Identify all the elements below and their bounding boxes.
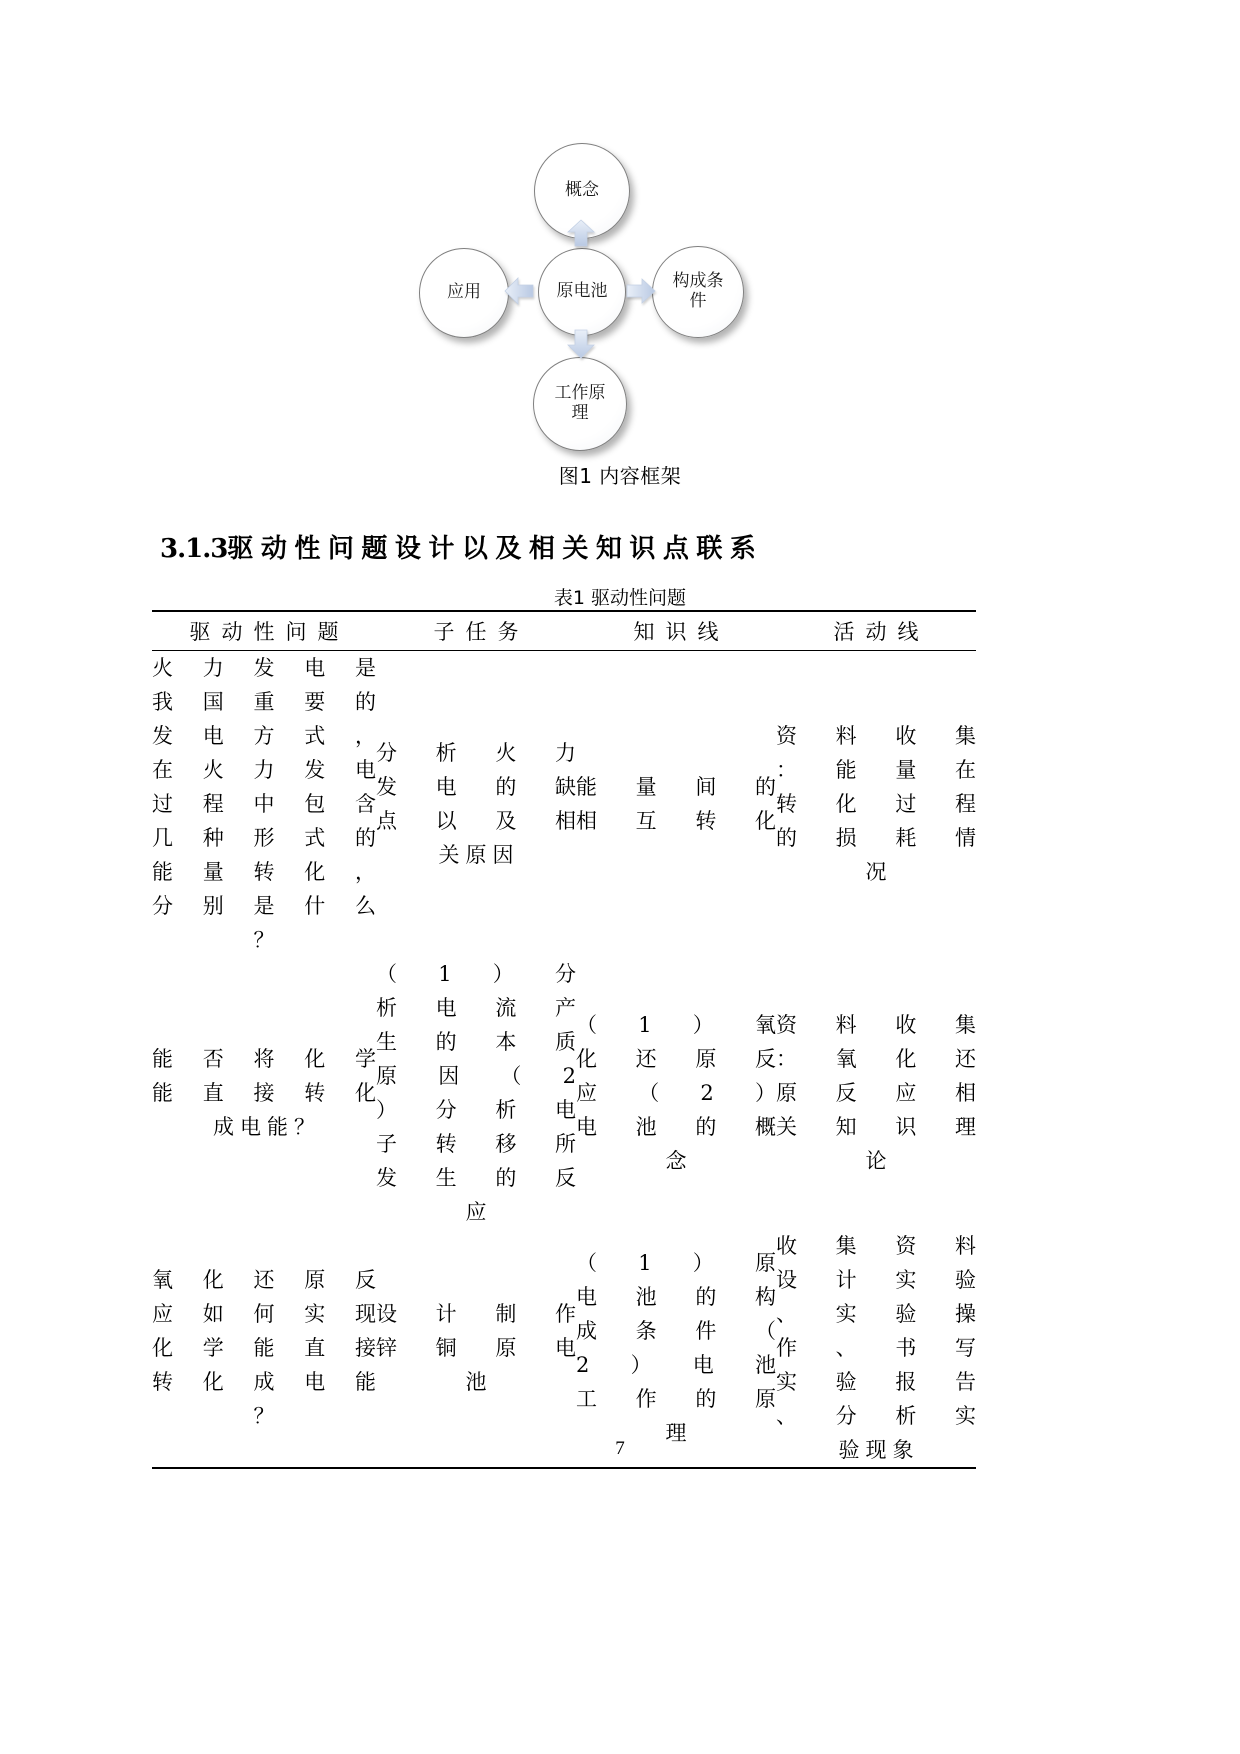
- diagram-node-application: [419, 248, 509, 338]
- table-header-subtask: 子任务: [433, 620, 530, 644]
- text-line: 的 损 耗 情: [776, 826, 976, 851]
- arrow-right-icon: [626, 278, 656, 304]
- cell-question: [152, 957, 376, 1229]
- text-line: 化 学 能 直 接: [152, 1336, 376, 1361]
- text-line: 相 互 转 化: [576, 809, 776, 834]
- text-line: 电 池 的 概: [576, 1115, 776, 1140]
- text-line: 能 否 将 化 学: [152, 1047, 376, 1072]
- text-line: 转 化 过 程: [776, 792, 976, 817]
- text-line: （ 1 ） 氧: [576, 1013, 776, 1038]
- text-line: 应: [465, 1200, 487, 1225]
- text-line: 原 因 （ 2: [376, 1064, 576, 1089]
- text-line: 发 电 方 式 ，: [152, 724, 376, 749]
- diagram-node-principle-label: 工作原理: [554, 383, 606, 423]
- text-line: 、 实 验 操: [776, 1302, 976, 1327]
- cell-knowledge: [576, 651, 776, 958]
- text-line: （ 1 ） 原: [576, 1251, 776, 1276]
- text-line: 能 量 间 的: [576, 775, 776, 800]
- section-heading: [160, 528, 1060, 565]
- text-line: 关 原 因: [438, 843, 514, 868]
- text-line: 资 料 收 集: [776, 1013, 976, 1038]
- diagram-node-center: [538, 248, 626, 336]
- text-line: 在 火 力 发 电: [152, 758, 376, 783]
- cell-activity: [776, 1229, 976, 1468]
- diagram-node-concept-label: 概念: [565, 180, 599, 201]
- text-line: 况: [865, 860, 887, 885]
- text-line: 资 料 收 集: [776, 724, 976, 749]
- text-line: 2 ） 电 池: [576, 1353, 776, 1378]
- concept-diagram: [400, 135, 820, 455]
- text-line: 发 生 的 反: [376, 1166, 576, 1191]
- text-line: 理: [665, 1421, 687, 1446]
- text-line: 分 别 是 什 么: [152, 894, 376, 919]
- cell-subtask: [376, 1229, 576, 1468]
- text-line: ） 分 析 电: [376, 1098, 576, 1123]
- text-line: 应 如 何 实 现: [152, 1302, 376, 1327]
- text-line: 锌 铜 原 电: [376, 1336, 576, 1361]
- text-line: 分 析 火 力: [376, 741, 576, 766]
- text-line: 析 电 流 产: [376, 996, 576, 1021]
- text-line: 原 反 应 相: [776, 1081, 976, 1106]
- figure-caption: 图1 内容框架: [558, 464, 682, 488]
- table-header-knowledge: 知识线: [633, 620, 730, 644]
- cell-question: [152, 651, 376, 958]
- text-line: ？: [253, 1404, 275, 1429]
- text-line: 关 知 识 理: [776, 1115, 976, 1140]
- text-line: ？: [253, 928, 275, 953]
- text-line: 生 的 本 质: [376, 1030, 576, 1055]
- arrow-down-icon: [567, 329, 595, 359]
- text-line: 成 条 件 （: [576, 1319, 776, 1344]
- cell-knowledge: [576, 1229, 776, 1468]
- text-line: 、 分 析 实: [776, 1404, 976, 1429]
- driving-question-table: [152, 610, 976, 1469]
- text-line: （ 1 ） 分: [376, 962, 576, 987]
- page-number: 7: [615, 1438, 625, 1459]
- diagram-node-principle: [533, 357, 627, 451]
- diagram-node-application-label: 应用: [447, 282, 481, 303]
- table-row: [152, 1229, 976, 1468]
- cell-knowledge: [576, 957, 776, 1229]
- text-line: 点 以 及 相: [376, 809, 576, 834]
- diagram-node-conditions: [652, 246, 744, 338]
- arrow-left-icon: [504, 277, 534, 305]
- table-row: [152, 957, 976, 1229]
- text-line: 作 、 书 写: [776, 1336, 976, 1361]
- text-line: 论: [865, 1149, 887, 1174]
- text-line: 子 转 移 所: [376, 1132, 576, 1157]
- table-header-question: 驱动性问题: [189, 620, 350, 644]
- text-line: 氧 化 还 原 反: [152, 1268, 376, 1293]
- text-line: 工 作 的 原: [576, 1387, 776, 1412]
- text-line: ： 氧 化 还: [776, 1047, 976, 1072]
- table-header-row: [152, 611, 976, 651]
- text-line: 应 （ 2 ）: [576, 1081, 776, 1106]
- text-line: 设 计 实 验: [776, 1268, 976, 1293]
- diagram-node-conditions-label: 构成条件: [672, 271, 724, 311]
- diagram-node-center-label: 原电池: [556, 281, 608, 302]
- section-title: 驱动性问题设计以及相关知识点联系: [227, 534, 764, 564]
- text-line: 火 力 发 电 是: [152, 656, 376, 680]
- text-line: 化 还 原 反: [576, 1047, 776, 1072]
- text-line: 设 计 制 作: [376, 1302, 576, 1327]
- section-number: 3.1.3: [160, 534, 228, 564]
- text-line: 过 程 中 包 含: [152, 792, 376, 817]
- text-line: ： 能 量 在: [776, 758, 976, 783]
- table-head: [152, 611, 976, 651]
- table-row: [152, 651, 976, 958]
- cell-question: [152, 1229, 376, 1468]
- arrow-up-icon: [567, 219, 595, 247]
- text-line: 验 现 象: [838, 1438, 914, 1463]
- cell-subtask: [376, 651, 576, 958]
- text-line: 转 化 成 电 能: [152, 1370, 376, 1395]
- text-line: 能 直 接 转 化: [152, 1081, 376, 1106]
- text-line: 实 验 报 告: [776, 1370, 976, 1395]
- text-line: 几 种 形 式 的: [152, 826, 376, 851]
- text-line: 成 电 能 ？: [213, 1115, 315, 1140]
- text-line: 发 电 的 缺: [376, 775, 576, 800]
- text-line: 电 池 的 构: [576, 1285, 776, 1310]
- cell-activity: [776, 957, 976, 1229]
- cell-subtask: [376, 957, 576, 1229]
- table-body: [152, 651, 976, 1469]
- text-line: 能 量 转 化 ，: [152, 860, 376, 885]
- table-header-activity: 活动线: [833, 620, 930, 644]
- text-line: 池: [465, 1370, 487, 1395]
- text-line: 收 集 资 料: [776, 1234, 976, 1259]
- text-line: 我 国 重 要 的: [152, 690, 376, 715]
- table-caption: 表1 驱动性问题: [553, 587, 687, 609]
- cell-activity: [776, 651, 976, 958]
- text-line: 念: [665, 1149, 687, 1174]
